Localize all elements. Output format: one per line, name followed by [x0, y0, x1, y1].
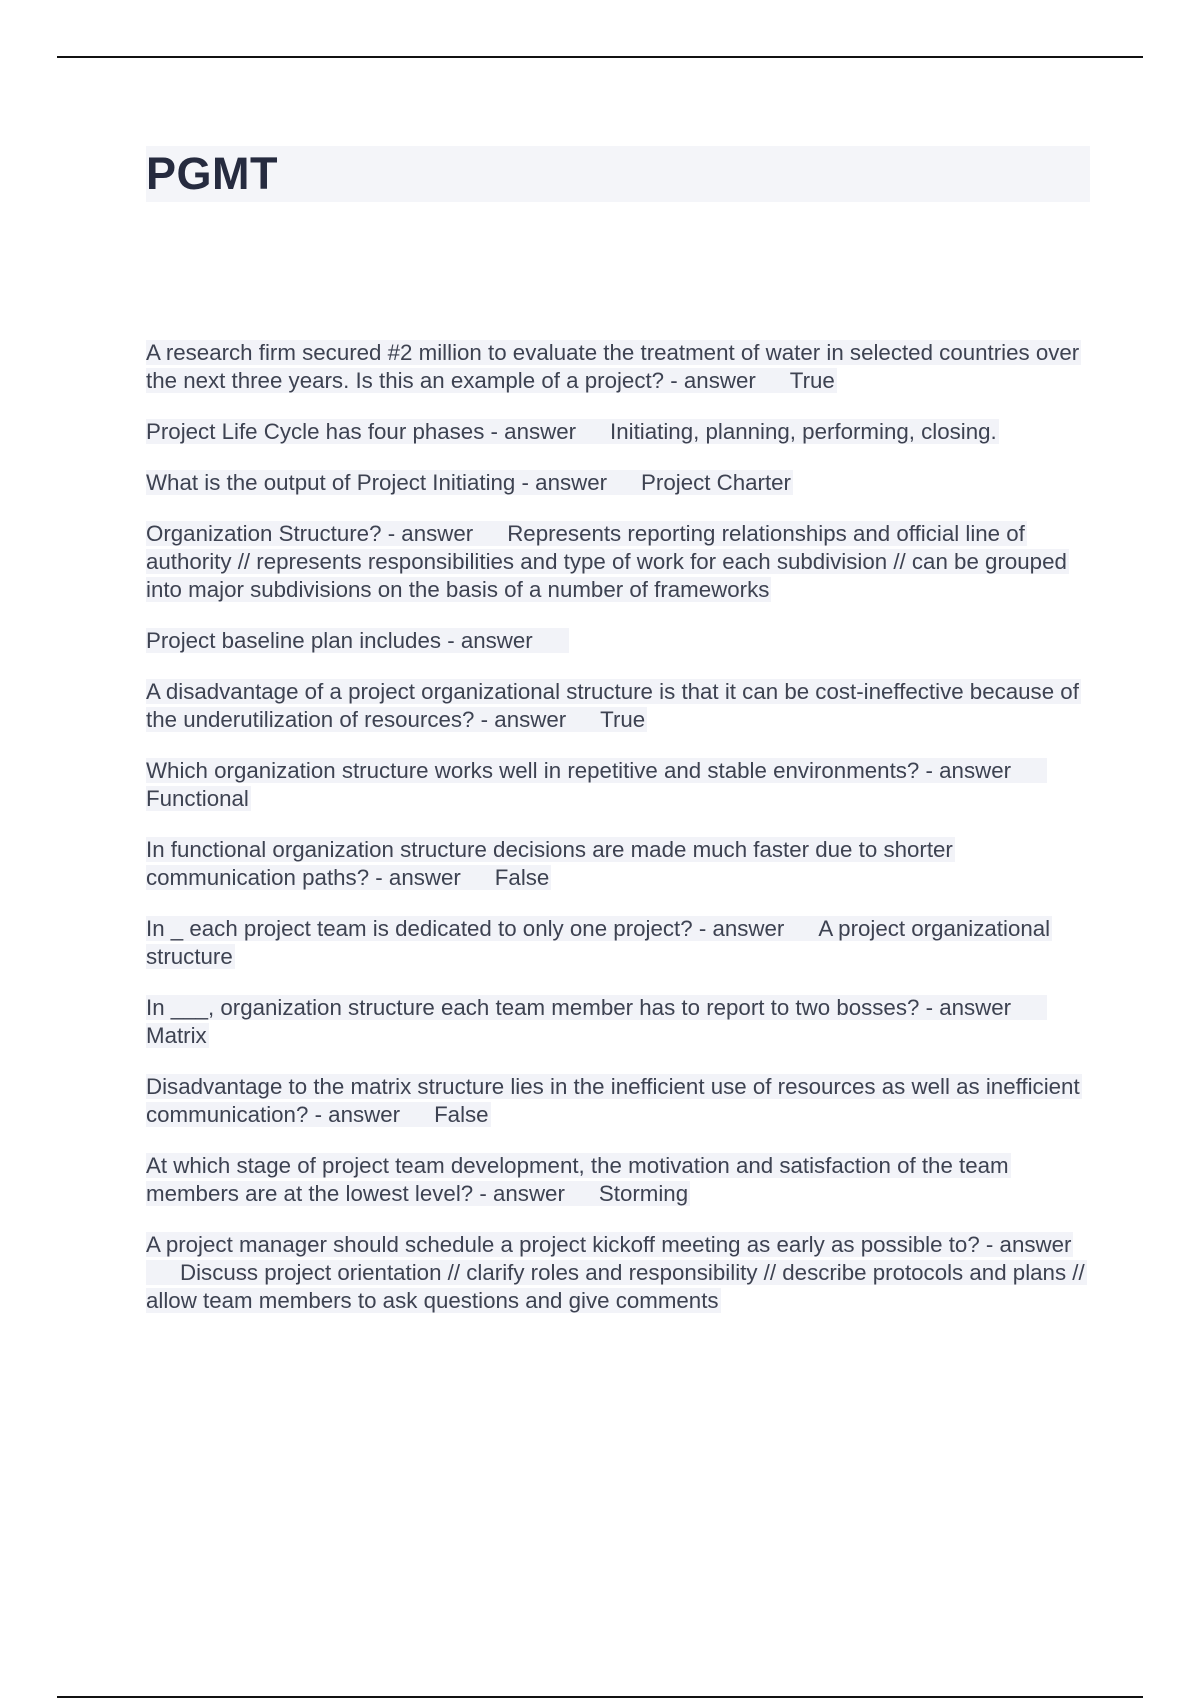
- answer-separator: - answer: [985, 1232, 1072, 1257]
- answer-text: True: [600, 707, 646, 732]
- answer-text: A project organizational structure: [146, 916, 1051, 969]
- answer-text: Discuss project orientation // clarify roles and responsibility // describe protocols and plans // allow team members to ask questions and give comments: [146, 1260, 1085, 1313]
- answer-text: Represents reporting relationships and official line of authority // represents responsibilities and type of work for each subdivision // can be grouped into major subdivisions on the basis of a number of frameworks: [146, 521, 1067, 602]
- answer-separator: - answer: [479, 1181, 565, 1206]
- question-text: Organization Structure?: [146, 521, 382, 546]
- qa-item: [146, 418, 1096, 446]
- qa-item: [146, 757, 1096, 813]
- question-text: Project baseline plan includes: [146, 628, 441, 653]
- question-text: A research firm secured #2 million to evaluate the treatment of water in selected countries over the next three years. Is this an example of a project?: [146, 340, 1080, 393]
- qa-item: [146, 678, 1096, 734]
- qa-item: [146, 469, 1096, 497]
- answer-text: Storming: [598, 1181, 689, 1206]
- answer-separator: - answer: [670, 368, 756, 393]
- answer-separator: - answer: [480, 707, 567, 732]
- answer-text: True: [789, 368, 835, 393]
- qa-item: [146, 1152, 1096, 1208]
- answer-separator: - answer: [925, 995, 1012, 1020]
- qa-item: [146, 339, 1096, 395]
- answer-text: Matrix: [146, 1023, 207, 1048]
- qa-item: [146, 520, 1096, 604]
- question-text: Project Life Cycle has four phases: [146, 419, 485, 444]
- answer-separator: - answer: [387, 521, 474, 546]
- answer-separator: - answer: [490, 419, 577, 444]
- question-text: In _ each project team is dedicated to only one project?: [146, 916, 693, 941]
- answer-separator: - answer: [925, 758, 1012, 783]
- question-text: A project manager should schedule a project kickoff meeting as early as possible to?: [146, 1232, 980, 1257]
- qa-item: [146, 836, 1096, 892]
- qa-item: [146, 627, 1096, 655]
- qa-list: [146, 339, 1096, 1338]
- question-text: A disadvantage of a project organizational structure is that it can be cost-ineffective because of the underutilization of resources?: [146, 679, 1079, 732]
- qa-item: [146, 994, 1096, 1050]
- answer-separator: - answer: [698, 916, 785, 941]
- answer-text: Functional: [146, 786, 249, 811]
- answer-text: Project Charter: [641, 470, 791, 495]
- page-title: PGMT: [146, 148, 278, 199]
- qa-item: [146, 915, 1096, 971]
- question-text: What is the output of Project Initiating: [146, 470, 516, 495]
- answer-text: False: [494, 865, 550, 890]
- question-text: Disadvantage to the matrix structure lies in the inefficient use of resources as well as inefficient communication?: [146, 1074, 1080, 1127]
- answer-text: Initiating, planning, performing, closing.: [610, 419, 997, 444]
- top-rule: [57, 56, 1143, 58]
- qa-item: [146, 1231, 1096, 1315]
- question-text: Which organization structure works well in repetitive and stable environments?: [146, 758, 920, 783]
- qa-item: [146, 1073, 1096, 1129]
- bottom-rule: [57, 1696, 1143, 1698]
- answer-separator: - answer: [447, 628, 533, 653]
- answer-text: False: [434, 1102, 489, 1127]
- question-text: At which stage of project team development, the motivation and satisfaction of the team members are at the lowest level?: [146, 1153, 1009, 1206]
- question-text: In functional organization structure decisions are made much faster due to shorter communication paths?: [146, 837, 953, 890]
- question-text: In ___, organization structure each team member has to report to two bosses?: [146, 995, 920, 1020]
- answer-separator: - answer: [314, 1102, 401, 1127]
- title-highlight: [146, 146, 1090, 202]
- answer-separator: - answer: [375, 865, 461, 890]
- answer-separator: - answer: [521, 470, 608, 495]
